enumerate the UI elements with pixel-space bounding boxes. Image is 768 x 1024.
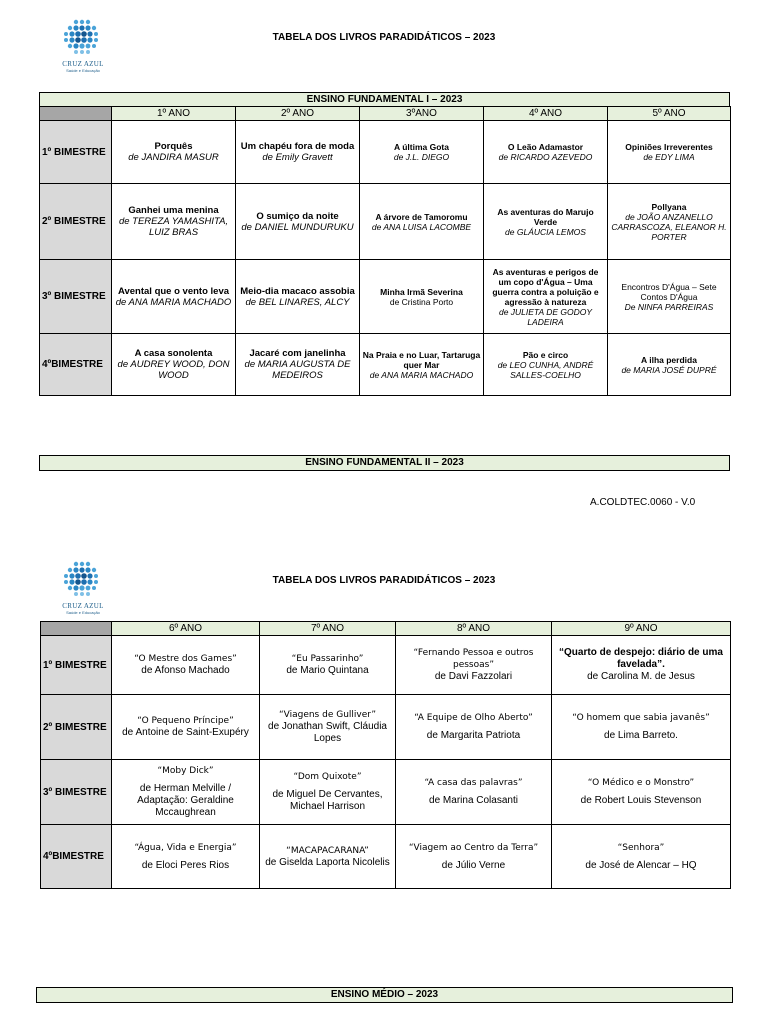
book-cell (112, 760, 260, 825)
book-cell (260, 636, 396, 695)
book-title: O Leão Adamastor (507, 142, 584, 152)
book-cell (112, 121, 236, 184)
book-title: “O Mestre dos Games” (134, 654, 237, 664)
section-ensino-medio: ENSINO MÉDIO – 2023 (36, 987, 733, 1003)
book-author: de J.L. DIEGO (393, 152, 450, 162)
book-title: Opiniões Irreverentes (625, 142, 713, 152)
book-cell (552, 636, 731, 695)
book-author: de Mario Quintana (286, 665, 369, 676)
book-title: “O homem que sabia javanês” (572, 713, 710, 723)
book-cell (236, 121, 360, 184)
header-corner (41, 622, 112, 636)
book-author: de Jonathan Swift, Cláudia Lopes (268, 721, 387, 744)
book-title: Minha Irmã Severina (380, 286, 463, 297)
book-title: A casa sonolenta (134, 348, 213, 359)
table-row (41, 760, 731, 825)
book-author: de TEREZA YAMASHITA, LUIZ BRAS (118, 216, 229, 238)
book-author: De NINFA PARREIRAS (624, 301, 714, 312)
book-cell (112, 695, 260, 760)
book-author: de Herman Melville / Adaptação: Geraldine Mccaughrean (137, 783, 234, 818)
row-label: 3º BIMESTRE (41, 760, 112, 825)
book-author: de Eloci Peres Rios (141, 859, 230, 871)
book-cell (552, 760, 731, 825)
row-label: 1º BIMESTRE (41, 636, 112, 695)
logo-brand: CRUZ AZUL (62, 602, 104, 610)
book-cell (112, 334, 236, 396)
book-author: de Emily Gravett (262, 152, 333, 163)
book-title: Avental que o vento leva (117, 285, 230, 297)
row-label: 4ºBIMESTRE (41, 825, 112, 889)
column-header: 4º ANO (484, 107, 608, 121)
column-header: 9º ANO (552, 622, 731, 636)
book-author: de Miguel De Cervantes, Michael Harrison (272, 789, 383, 812)
book-author: de ANA MARIA MACHADO (369, 369, 474, 380)
row-label: 4ºBIMESTRE (40, 334, 112, 396)
book-title: Pollyana (651, 201, 687, 212)
book-cell (484, 260, 608, 334)
book-author: de JOÃO ANZANELLO CARRASCOZA, ELEANOR H. PORTER (611, 211, 727, 242)
book-title: “Fernando Pessoa e outros pessoas” (413, 648, 534, 670)
book-title: “Viagens de Gulliver” (278, 710, 377, 720)
table-row (40, 334, 731, 396)
table-row (40, 260, 731, 334)
book-cell (360, 121, 484, 184)
section-fundamental-1: ENSINO FUNDAMENTAL I – 2023 (39, 92, 730, 107)
book-cell (484, 334, 608, 396)
column-header: 3ºANO (360, 107, 484, 121)
book-author: de JANDIRA MASUR (128, 152, 219, 163)
book-cell (396, 695, 552, 760)
book-title: Jacaré com janelinha (249, 348, 346, 359)
book-title: “Quarto de despejo: diário de uma favelada”. (559, 647, 723, 670)
book-author: de DANIEL MUNDURUKU (241, 221, 354, 233)
header-corner (40, 107, 112, 121)
book-cell (484, 184, 608, 260)
table-row (40, 121, 731, 184)
book-author: de EDY LIMA (643, 152, 695, 162)
book-cell (608, 334, 731, 396)
book-cell (236, 260, 360, 334)
book-title: “MACAPACARANA” (286, 845, 369, 856)
book-title: “Eu Passarinho” (291, 654, 364, 664)
book-title: “Dom Quixote” (293, 772, 362, 782)
table-row (41, 636, 731, 695)
book-title: Ganhei uma menina (128, 205, 219, 216)
book-author: de MARIA JOSÉ DUPRÉ (621, 364, 717, 375)
book-title: “A casa das palavras” (424, 778, 523, 788)
book-title: Meio-dia macaco assobia (240, 285, 355, 297)
logo-brand: CRUZ AZUL (62, 60, 104, 68)
book-author: de Afonso Machado (141, 665, 230, 676)
book-title: “Viagem ao Centro da Terra” (408, 842, 539, 853)
table-row (41, 825, 731, 889)
book-cell (112, 636, 260, 695)
column-header: 1º ANO (112, 107, 236, 121)
book-author: de Giselda Laporta Nicolelis (265, 856, 390, 868)
book-cell (552, 825, 731, 889)
book-author: de LEO CUNHA, ANDRÉ SALLES-COELHO (497, 359, 594, 380)
document-code: A.COLDTEC.0060 - V.0 (590, 497, 696, 508)
book-author: de Júlio Verne (441, 859, 506, 871)
book-title: Porquês (154, 141, 193, 152)
column-header: 7º ANO (260, 622, 396, 636)
book-cell (112, 260, 236, 334)
book-cell (396, 636, 552, 695)
table-row (41, 695, 731, 760)
book-author: de GLÁUCIA LEMOS (505, 226, 586, 237)
row-label: 2º BIMESTRE (41, 695, 112, 760)
book-author: de Robert Louis Stevenson (580, 795, 702, 806)
logo (58, 18, 118, 78)
book-cell (360, 260, 484, 334)
table-fundamental-2 (40, 621, 731, 889)
book-title: “O Pequeno Príncipe” (137, 716, 234, 726)
book-cell (112, 184, 236, 260)
book-title: Pão e circo (522, 349, 569, 360)
book-title: A última Gota (394, 142, 449, 152)
book-title: Na Praia e no Luar, Tartaruga quer Mar (362, 349, 481, 370)
book-cell (360, 334, 484, 396)
book-cell (608, 121, 731, 184)
book-author: de AUDREY WOOD, DON WOOD (117, 359, 230, 381)
row-label: 2º BIMESTRE (40, 184, 112, 260)
book-title: O sumiço da noite (256, 210, 339, 222)
logo (58, 560, 118, 620)
column-header: 5º ANO (608, 107, 731, 121)
book-author: de Marina Colasanti (429, 795, 518, 806)
row-label: 3º BIMESTRE (40, 260, 112, 334)
book-cell (552, 695, 731, 760)
book-title: Encontros D'Água – Sete Contos D'Água (621, 281, 717, 302)
header-row (40, 107, 731, 121)
column-header: 8º ANO (396, 622, 552, 636)
book-author: de Antoine de Saint-Exupéry (122, 727, 249, 738)
book-title: A árvore de Tamoromu (375, 211, 468, 222)
book-author: de BEL LINARES, ALCY (245, 296, 350, 308)
book-cell (608, 260, 731, 334)
book-cell (608, 184, 731, 260)
book-author: de Davi Fazzolari (434, 671, 513, 682)
header-row (41, 622, 731, 636)
book-title: “Senhora” (617, 842, 665, 853)
book-author: de RICARDO AZEVEDO (498, 152, 593, 162)
logo-subtitle: Saúde e Educação (66, 68, 100, 73)
book-cell (260, 695, 396, 760)
book-title: “O Médico e o Monstro” (587, 778, 695, 788)
book-cell (360, 184, 484, 260)
book-cell (236, 334, 360, 396)
book-title: “A Equipe de Olho Aberto” (414, 713, 533, 723)
book-author: de JULIETA DE GODOY LADEIRA (498, 306, 593, 327)
book-author: de Margarita Patriota (426, 730, 521, 741)
page2-title: TABELA DOS LIVROS PARADIDÁTICOS – 2023 (272, 575, 496, 586)
book-cell (396, 760, 552, 825)
table-fundamental-1 (39, 106, 731, 396)
book-title: As aventuras do Marujo Verde (497, 206, 594, 227)
book-author: de ANA MARIA MACHADO (115, 296, 232, 308)
book-cell (236, 184, 360, 260)
book-title: “Água, Vida e Energia” (134, 842, 237, 853)
column-header: 2º ANO (236, 107, 360, 121)
book-title: As aventuras e perigos de um copo d'Água – Uma guerra contra a poluição e agressão à natureza (492, 266, 599, 307)
book-author: de Cristina Porto (389, 296, 454, 307)
row-label: 1º BIMESTRE (40, 121, 112, 184)
logo-subtitle: Saúde e Educação (66, 610, 100, 615)
column-header: 6º ANO (112, 622, 260, 636)
book-author: de ANA LUISA LACOMBE (371, 221, 472, 232)
section-fundamental-2: ENSINO FUNDAMENTAL II – 2023 (39, 455, 730, 471)
book-author: de Carolina M. de Jesus (587, 671, 695, 682)
book-author: de MARIA AUGUSTA DE MEDEIROS (244, 359, 351, 381)
book-title: A ilha perdida (641, 354, 697, 365)
book-title: Um chapéu fora de moda (240, 141, 355, 152)
page1-title: TABELA DOS LIVROS PARADIDÁTICOS – 2023 (272, 32, 496, 43)
book-cell (396, 825, 552, 889)
table-row (40, 184, 731, 260)
book-cell (260, 760, 396, 825)
book-cell (484, 121, 608, 184)
book-author: de Lima Barreto. (604, 730, 678, 741)
book-cell (260, 825, 396, 889)
book-cell (112, 825, 260, 889)
book-author: de José de Alencar – HQ (585, 859, 697, 871)
book-title: “Moby Dick” (157, 766, 214, 776)
